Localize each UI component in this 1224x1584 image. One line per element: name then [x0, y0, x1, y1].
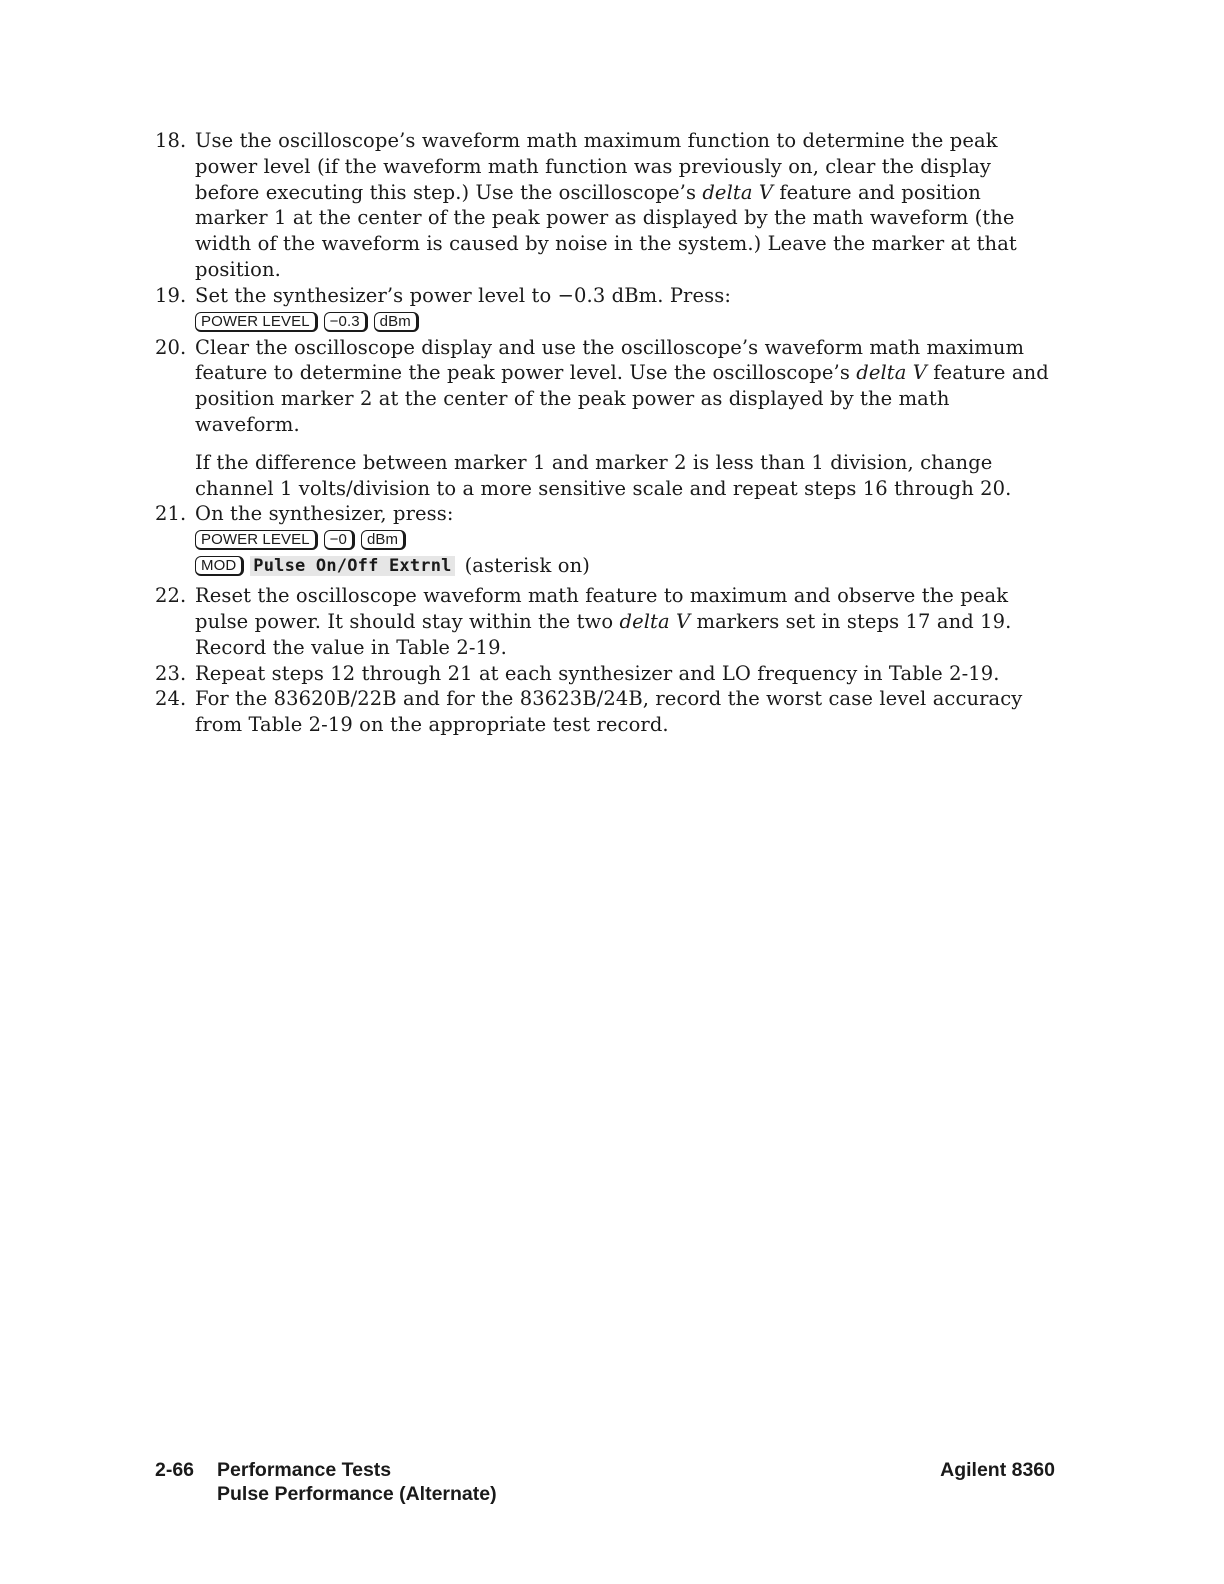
- step-number: 21.: [155, 502, 187, 526]
- step-text: Reset the oscilloscope waveform math feature to maximum and observe the peak pulse power. It should stay within the two: [195, 584, 1009, 633]
- step-text: markers set in steps 17 and 19. Record the value in Table 2-19.: [195, 609, 1012, 659]
- step-emphasis: delta V: [702, 180, 774, 204]
- value-key: −0: [324, 530, 355, 550]
- step-text: Use the oscilloscope’s waveform math maximum function to determine the peak power level (if the waveform math function was previously on, clear the display before executing this step.) Use the oscilloscope’s: [195, 129, 998, 204]
- key-sequence: [195, 527, 1055, 553]
- step-number: 22.: [155, 584, 187, 608]
- page-number: 2-66: [155, 1459, 195, 1481]
- softkey-note: (asterisk on): [464, 554, 590, 578]
- step-emphasis: delta V: [619, 609, 691, 633]
- step-19: [155, 283, 1055, 335]
- footer-subsection: Pulse Performance (Alternate): [217, 1483, 497, 1505]
- step-text: feature and position marker 2 at the center of the peak power as displayed by the math waveform.: [195, 361, 1049, 436]
- step-note: If the difference between marker 1 and marker 2 is less than 1 division, change channel 1 volts/division to a more sensitive scale and repeat steps 16 through 20.: [195, 450, 1012, 500]
- step-number: 23.: [155, 661, 187, 685]
- step-text: Repeat steps 12 through 21 at each synthesizer and LO frequency in Table 2-19.: [195, 661, 1000, 685]
- step-number: 24.: [155, 687, 187, 711]
- step-number: 20.: [155, 335, 187, 359]
- step-22: [155, 583, 1055, 660]
- key-sequence: [195, 309, 1055, 335]
- key-sequence: [195, 553, 1055, 579]
- dbm-key: dBm: [374, 312, 419, 332]
- step-number: 18.: [155, 129, 187, 152]
- step-text: For the 83620B/22B and for the 83623B/24B, record the worst case level accuracy from Table 2-19 on the appropriate test record.: [195, 687, 1023, 737]
- power-level-key: POWER LEVEL: [195, 530, 318, 550]
- footer-left: [155, 1458, 391, 1482]
- value-key: −0.3: [324, 312, 368, 332]
- mod-key: MOD: [195, 556, 244, 576]
- step-text: Set the synthesizer’s power level to −0.3 dBm. Press:: [195, 283, 731, 307]
- procedure-content: [155, 128, 1055, 738]
- step-23: [155, 661, 1055, 687]
- step-number: 19.: [155, 283, 187, 307]
- footer-product: Agilent 8360: [940, 1459, 1055, 1481]
- step-text: Clear the oscilloscope display and use the oscilloscope’s waveform math maximum feature to determine the peak power level. Use the oscilloscope’s: [195, 335, 1025, 385]
- pulse-softkey: Pulse On/Off Extrnl: [250, 556, 454, 576]
- step-text: feature and position marker 1 at the center of the peak power as displayed by the math waveform (the width of the waveform is caused by noise in the system.) Leave the marker at that position.: [195, 180, 1017, 281]
- step-text: On the synthesizer, press:: [195, 502, 454, 526]
- step-21: [155, 501, 1055, 579]
- step-20: [155, 335, 1055, 502]
- step-18: [155, 128, 1055, 283]
- step-emphasis: delta V: [856, 361, 927, 385]
- power-level-key: POWER LEVEL: [195, 312, 318, 332]
- dbm-key: dBm: [361, 530, 406, 550]
- step-24: [155, 686, 1055, 738]
- footer-section: Performance Tests: [217, 1459, 392, 1481]
